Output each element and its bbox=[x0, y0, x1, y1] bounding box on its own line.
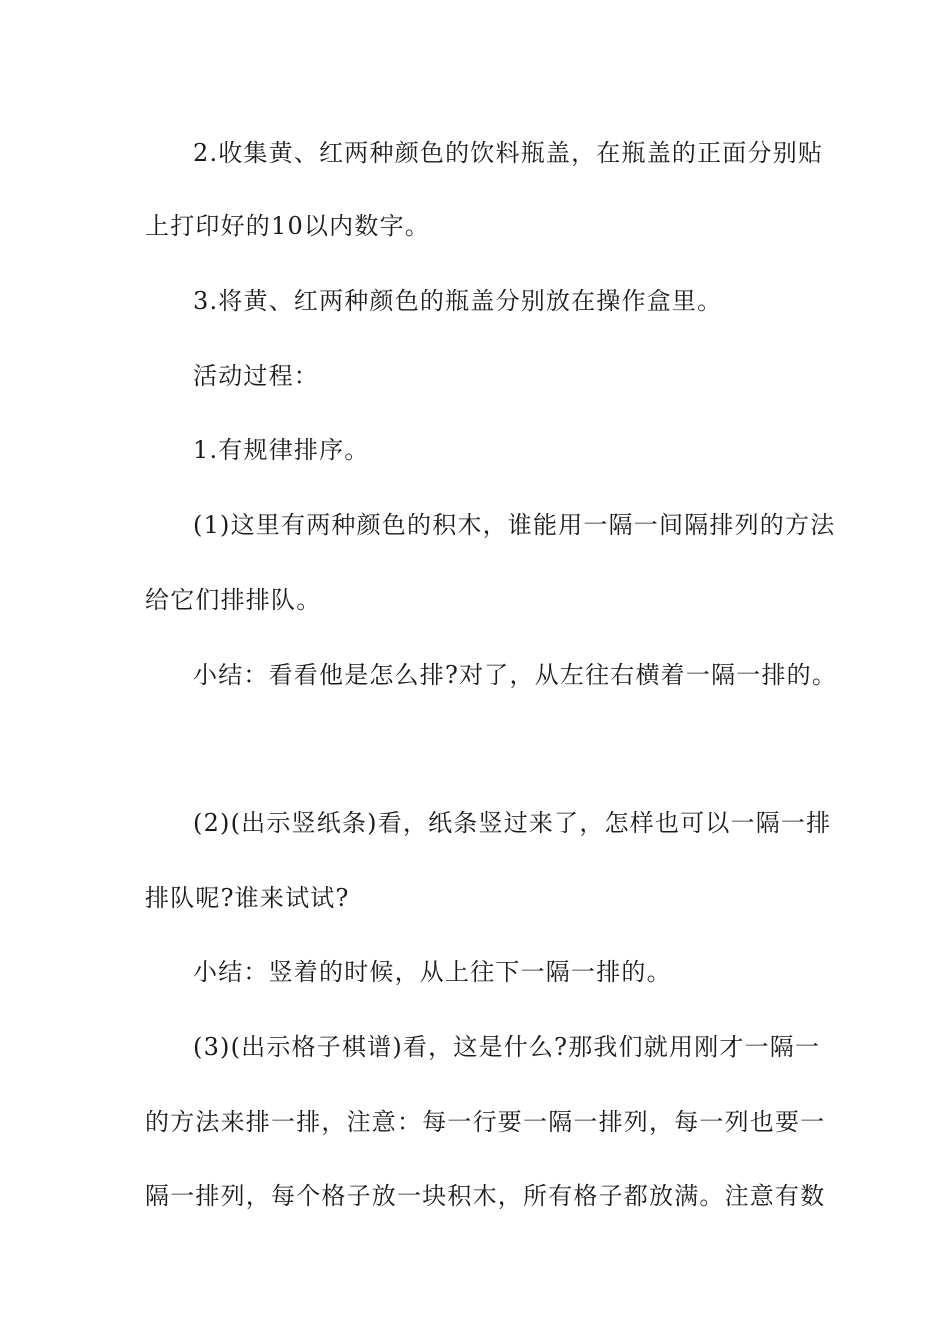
text-line-summary-2: 小结：竖着的时候，从上往下一隔一排的。 bbox=[193, 958, 672, 986]
text-line-materials-2-cont: 上打印好的10以内数字。 bbox=[145, 212, 430, 240]
text-line-step-1: 1.有规律排序。 bbox=[193, 436, 370, 464]
text-line-step-1-3-cont-2: 隔一排列，每个格子放一块积木，所有格子都放满。注意有数 bbox=[145, 1182, 826, 1210]
text-line-step-1-3-cont-1: 的方法来排一排，注意：每一行要一隔一排列，每一列也要一 bbox=[145, 1108, 826, 1136]
text-line-materials-3: 3.将黄、红两种颜色的瓶盖分别放在操作盒里。 bbox=[193, 287, 723, 315]
text-line-step-1-1: (1)这里有两种颜色的积木，谁能用一隔一间隔排列的方法 bbox=[193, 511, 836, 539]
text-line-step-1-2-cont: 排队呢?谁来试试? bbox=[145, 884, 350, 912]
text-line-materials-2: 2.收集黄、红两种颜色的饮料瓶盖，在瓶盖的正面分别贴 bbox=[193, 139, 824, 167]
section-heading-activity-process: 活动过程： bbox=[193, 362, 319, 390]
text-line-step-1-2: (2)(出示竖纸条)看，纸条竖过来了，怎样也可以一隔一排 bbox=[193, 809, 832, 837]
text-line-step-1-3: (3)(出示格子棋谱)看，这是什么?那我们就用刚才一隔一 bbox=[193, 1033, 821, 1061]
text-line-summary-1: 小结：看看他是怎么排?对了，从左往右横着一隔一排的。 bbox=[193, 661, 838, 689]
text-line-step-1-1-cont: 给它们排排队。 bbox=[145, 586, 322, 614]
